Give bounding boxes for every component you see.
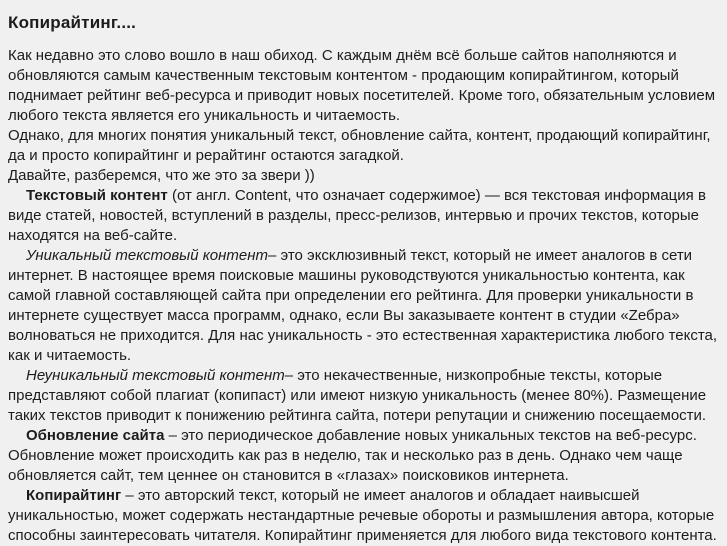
paragraph xyxy=(8,426,718,486)
text-run: Неуникальный текстовый контент xyxy=(26,367,285,384)
paragraph xyxy=(8,366,718,426)
page-title: Копирайтинг.... xyxy=(8,13,137,32)
text-run: Как недавно это слово вошло в наш обиход. С каждым днём всё больше сайтов наполняются и обновляются самым качественным текстовым контентом - продающим копирайтингом, который поднимает рейтинг веб-ресурса и приводит новых посетителей. Кроме того, обязательным условием любого текста является его уникальность и читаемость. xyxy=(8,47,716,124)
text-run: Копирайтинг xyxy=(26,487,122,504)
paragraph xyxy=(8,186,718,246)
text-run: – это некачественные, низкопробные тексты, которые представляют собой плагиат (копипаст) или имеют низкую уникальность (менее 80%). Размещение таких текстов приводит к понижению рейтинга сайта, потери репутации и снижению посещаемости. xyxy=(8,367,707,424)
text-run: Давайте, разберемся, что же это за звери )) xyxy=(8,167,315,184)
text-run: – это авторский текст, который не имеет аналогов и обладает наивысшей уникальностью, может содержать нестандартные речевые обороты и размышления автора, которые способны заинтересовать читателя. Копирайтинг применяется для любого вида текстового контента. xyxy=(8,487,717,544)
text-run: Уникальный текстовый контент xyxy=(26,247,268,264)
paragraph xyxy=(8,246,718,366)
paragraph xyxy=(8,46,718,126)
text-run: Однако, для многих понятия уникальный текст, обновление сайта, контент, продающий копирайтинг, да и просто копирайтинг и рерайтинг остаются загадкой. xyxy=(8,127,711,164)
paragraph xyxy=(8,126,718,166)
text-run: Текстовый контент xyxy=(26,187,168,204)
paragraph xyxy=(8,486,718,546)
paragraph xyxy=(8,166,718,186)
article-body xyxy=(8,46,718,546)
text-run: – это периодическое добавление новых уникальных текстов на веб-ресурс. Обновление может происходить как раз в неделю, так и несколько раз в день. Однако чем чаще обновляется сайт, тем ценнее он становится в «глазах» поисковиков интернета. xyxy=(8,427,697,484)
text-run: (от англ. Content, что означает содержимое) — вся текстовая информация в виде статей, новостей, вступлений в разделы, пресс-релизов, интервью и прочих текстов, которые находятся на веб-сайте. xyxy=(8,187,706,244)
text-run: Обновление сайта xyxy=(26,427,165,444)
text-run: – это эксклюзивный текст, который не имеет аналогов в сети интернет. В настоящее время поисковые машины руководствуются уникальностью контента, как самой главной составляющей сайта при определении его рейтинга. Для проверки уникальности в интернете существует масса программ, однако, если Вы заказываете контент в студии «Zебра» волноваться не приходится. Для нас уникальность - это естественная характеристика любого текста, как и читаемость. xyxy=(8,247,718,364)
